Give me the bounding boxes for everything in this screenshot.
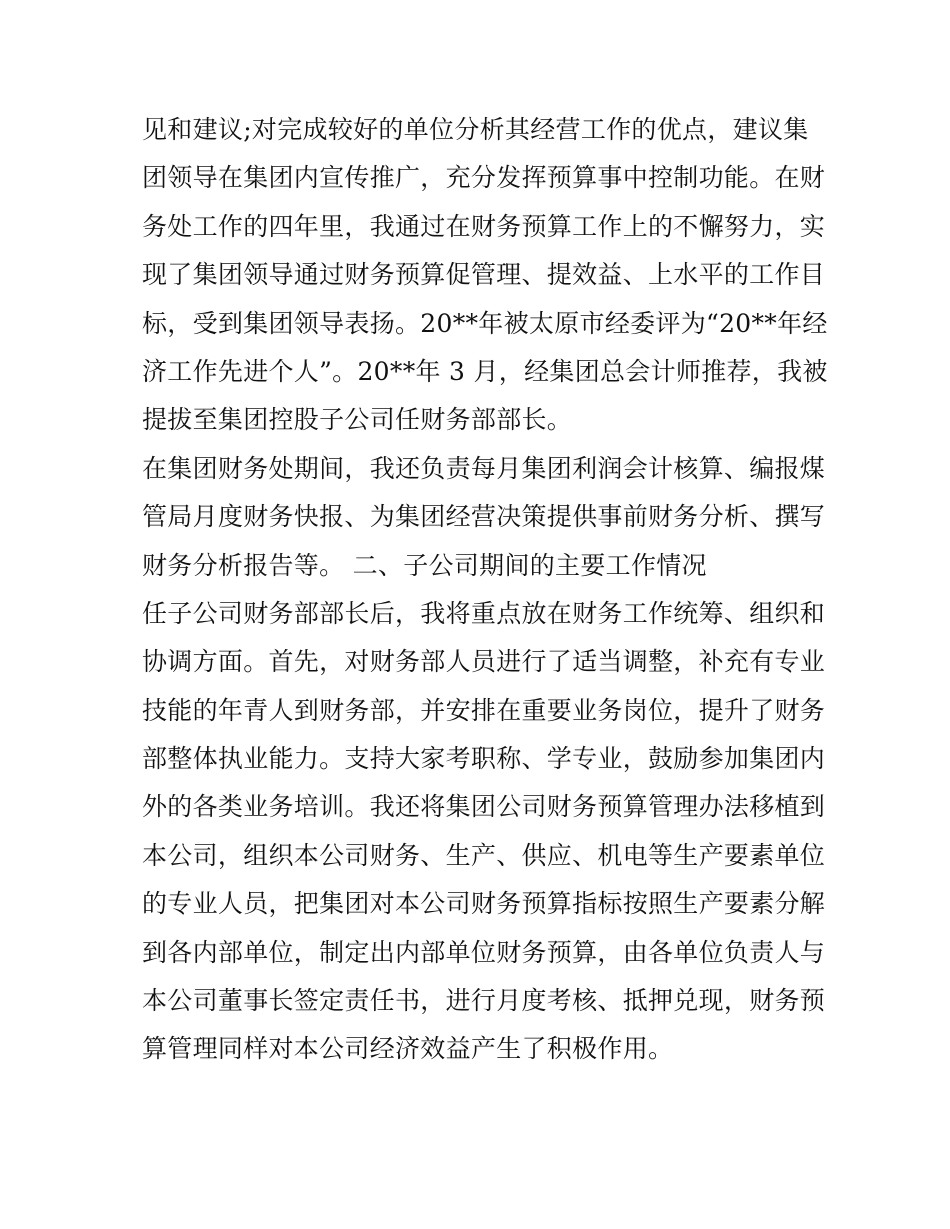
text-line: 任子公司财务部部长后，我将重点放在财务工作统筹、组织和 bbox=[142, 598, 826, 628]
text-line: 技能的年青人到财务部，并安排在重要业务岗位，提升了财务 bbox=[142, 695, 826, 725]
text-line: 管局月度财务快报、为集团经营决策提供事前财务分析、撰写 bbox=[142, 502, 826, 532]
text-line: 本公司董事长签定责任书，进行月度考核、抵押兑现，财务预 bbox=[142, 986, 826, 1016]
text-line: 算管理同样对本公司经济效益产生了积极作用。 bbox=[142, 1034, 674, 1064]
text-line: 的专业人员，把集团对本公司财务预算指标按照生产要素分解 bbox=[142, 889, 826, 919]
text-line: 部整体执业能力。支持大家考职称、学专业，鼓励参加集团内 bbox=[142, 744, 826, 774]
text-line: 外的各类业务培训。我还将集团公司财务预算管理办法移植到 bbox=[142, 792, 826, 822]
text-line: 提拔至集团控股子公司任财务部部长。 bbox=[142, 405, 573, 435]
text-line: 到各内部单位，制定出内部单位财务预算，由各单位负责人与 bbox=[142, 937, 826, 967]
text-line: 标，受到集团领导表扬。20**年被太原市经委评为“20**年经 bbox=[142, 308, 828, 338]
text-line: 财务分析报告等。 二、子公司期间的主要工作情况 bbox=[142, 550, 707, 580]
text-line: 协调方面。首先，对财务部人员进行了适当调整，补充有专业 bbox=[142, 647, 826, 677]
document-body bbox=[142, 106, 842, 1074]
text-line: 团领导在集团内宣传推广，充分发挥预算事中控制功能。在财 bbox=[142, 163, 826, 193]
text-line: 在集团财务处期间，我还负责每月集团利润会计核算、编报煤 bbox=[142, 453, 826, 483]
text-line: 现了集团领导通过财务预算促管理、提效益、上水平的工作目 bbox=[142, 260, 826, 290]
text-line: 务处工作的四年里，我通过在财务预算工作上的不懈努力，实 bbox=[142, 211, 826, 241]
text-line: 本公司，组织本公司财务、生产、供应、机电等生产要素单位 bbox=[142, 840, 826, 870]
text-line: 见和建议;对完成较好的单位分析其经营工作的优点，建议集 bbox=[142, 115, 809, 144]
text-line: 济工作先进个人”。20**年 3 月，经集团总会计师推荐，我被 bbox=[142, 356, 828, 386]
